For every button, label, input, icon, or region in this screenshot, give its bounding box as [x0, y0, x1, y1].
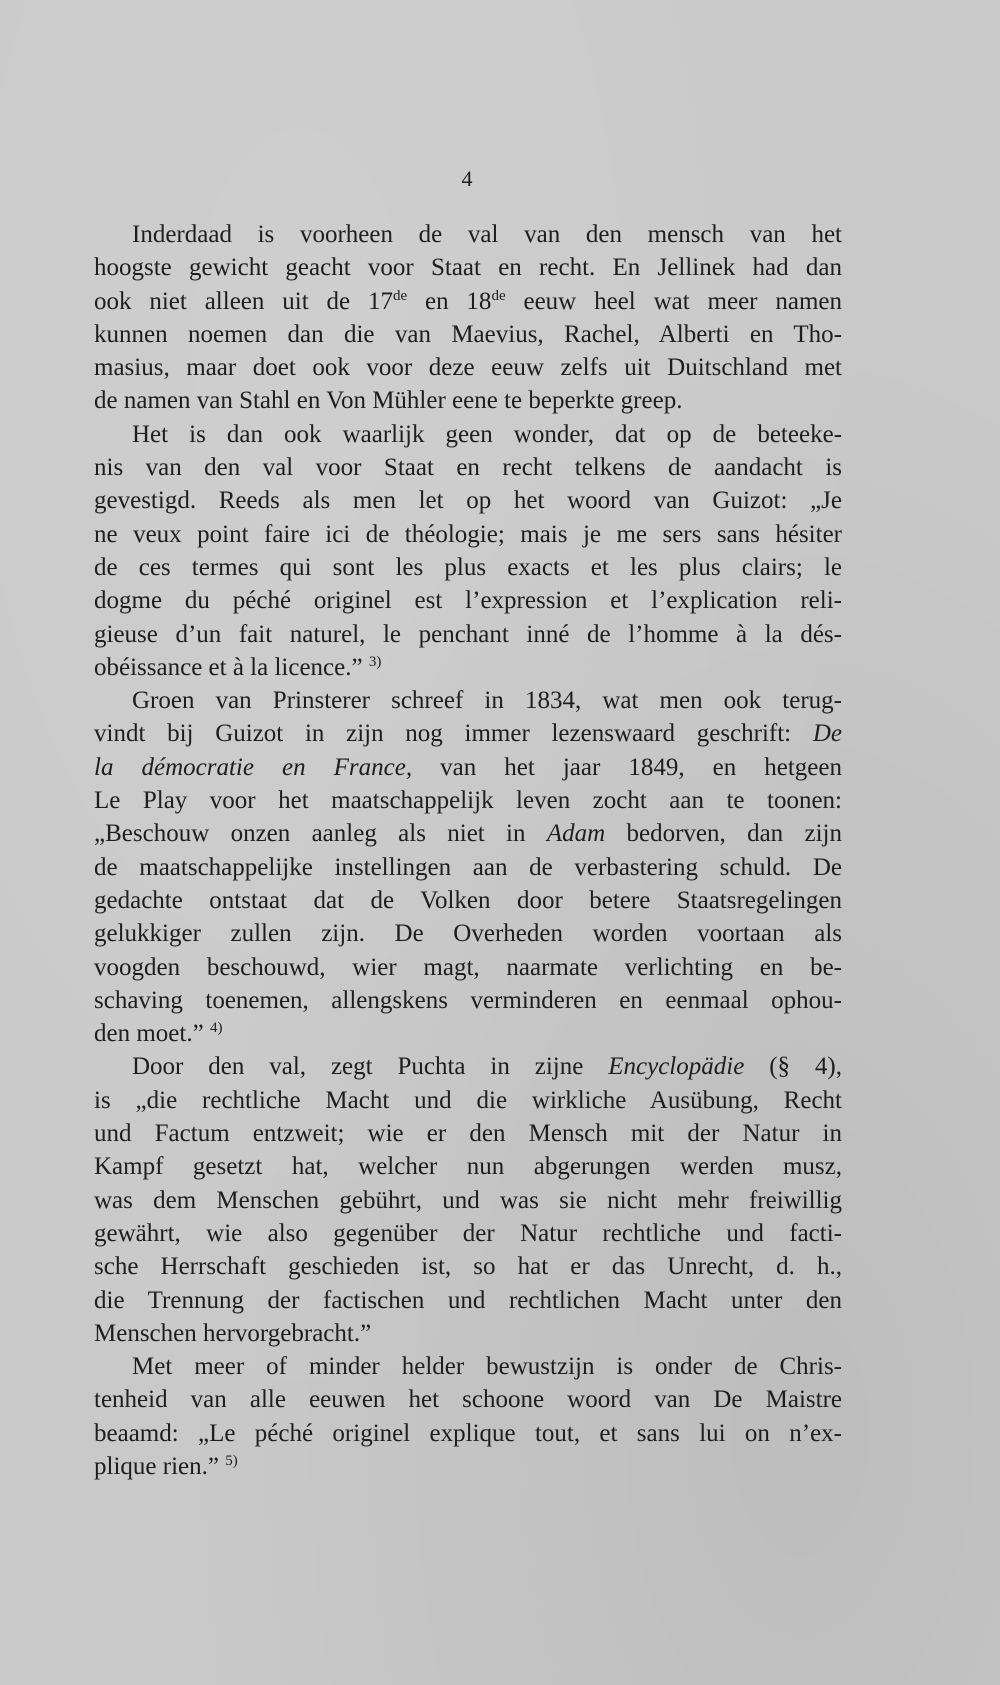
text-segment: die Trennung der factischen und rechtlichen Macht unter den [94, 1286, 842, 1314]
text-line [94, 1150, 842, 1183]
text-segment: Het is dan ook waarlijk geen wonder, dat op de beteeke- [132, 420, 842, 448]
text-line [94, 917, 842, 950]
text-segment: beaamd: „Le péché originel explique tout, et sans lui on n’ex- [94, 1419, 842, 1447]
text-segment: „Beschouw onzen aanleg als niet in [94, 820, 547, 848]
text-line [94, 351, 842, 384]
text-line [94, 518, 842, 551]
italic-text: Adam [546, 820, 606, 848]
text-line [94, 1250, 842, 1283]
text-line [94, 285, 842, 318]
text-line [94, 1350, 842, 1383]
text-segment: gevestigd. Reeds als men let op het woord van Guizot: „Je [94, 487, 842, 515]
text-segment: sche Herrschaft geschieden ist, so hat er das Unrecht, d. h., [94, 1253, 842, 1281]
text-segment: obéissance et à la licence.” [94, 653, 369, 681]
text-segment: Menschen hervorgebracht.” [94, 1319, 372, 1347]
text-line [94, 1383, 842, 1416]
text-segment: (§ 4), [744, 1053, 843, 1081]
text-segment: gelukkiger zullen zijn. De Overheden worden voortaan als [94, 920, 842, 948]
text-segment: Inderdaad is voorheen de val van den mensch van het [132, 221, 842, 248]
text-segment: kunnen noemen dan die van Maevius, Rachel, Alberti en Tho- [94, 320, 842, 348]
text-line [94, 984, 842, 1017]
text-segment: tenheid van alle eeuwen het schoone woord van De Maistre [94, 1386, 842, 1414]
text-segment: en 18 [407, 287, 492, 315]
text-line [94, 851, 842, 884]
text-line [94, 451, 842, 484]
text-segment: voogden beschouwd, wier magt, naarmate verlichting en be- [94, 953, 842, 981]
text-segment: den moet.” [94, 1020, 210, 1048]
text-segment: Le Play voor het maatschappelijk leven zocht aan te toonen: [94, 787, 842, 815]
text-line [94, 1417, 842, 1450]
text-line [94, 551, 842, 584]
text-segment: dogme du péché originel est l’expression et l’explication reli- [94, 587, 842, 615]
text-segment: Met meer of minder helder bewustzijn is onder de Chris- [132, 1353, 842, 1381]
text-segment: vindt bij Guizot in zijn nog immer lezenswaard geschrift: [94, 720, 813, 748]
text-line [94, 717, 842, 750]
text-segment: gieuse d’un fait naturel, le penchant inné de l’homme à la dés- [94, 620, 842, 648]
text-segment: van het jaar 1849, en hetgeen [412, 753, 842, 781]
text-line [94, 584, 842, 617]
text-line [94, 884, 842, 917]
text-line [94, 218, 842, 251]
text-segment: Door den val, zegt Puchta in zijne [132, 1053, 609, 1081]
text-line [94, 817, 842, 850]
text-segment: eeuw heel wat meer namen [505, 287, 842, 315]
text-segment: masius, maar doet ook voor deze eeuw zelfs uit Duitschland met [94, 354, 842, 382]
text-line [94, 384, 842, 417]
italic-text: De [812, 720, 842, 748]
text-line [94, 1050, 842, 1083]
text-line [94, 751, 842, 784]
text-line [94, 1450, 842, 1483]
text-line [94, 1017, 842, 1050]
text-line [94, 484, 842, 517]
text-segment: bedorven, dan zijn [605, 820, 842, 848]
text-segment: was dem Menschen gebührt, und was sie nicht mehr freiwillig [94, 1186, 842, 1214]
text-segment: Groen van Prinsterer schreef in 1834, wat men ook terug- [132, 687, 842, 715]
superscript: 5) [225, 1452, 238, 1469]
text-line [94, 418, 842, 451]
text-line [94, 951, 842, 984]
text-segment: schaving toenemen, allengskens verminderen en eenmaal ophou- [94, 986, 842, 1014]
text-segment: und Factum entzweit; wie er den Mensch mit der Natur in [94, 1120, 842, 1148]
text-line [94, 1217, 842, 1250]
text-line [94, 784, 842, 817]
text-line [94, 1184, 842, 1217]
text-line [94, 651, 842, 684]
superscript: de [392, 287, 408, 304]
superscript: de [491, 287, 506, 304]
text-segment: gedachte ontstaat dat de Volken door betere Staatsregelingen [94, 886, 842, 914]
page-number: 4 [461, 166, 473, 191]
superscript: 3) [368, 653, 382, 670]
text-line [94, 1284, 842, 1317]
text-segment: ook niet alleen uit de 17 [94, 287, 393, 315]
text-segment: gewährt, wie also gegenüber der Natur rechtliche und facti- [94, 1219, 842, 1247]
text-segment: hoogste gewicht geacht voor Staat en recht. En Jellinek had dan [94, 254, 842, 282]
text-segment: ne veux point faire ici de théologie; mais je me sers sans hésiter [94, 520, 842, 548]
text-segment: nis van den val voor Staat en recht telkens de aandacht is [94, 454, 842, 482]
text-line [94, 618, 842, 651]
text-line [94, 1084, 842, 1117]
text-segment: de namen van Stahl en Von Mühler eene te beperkte greep. [94, 387, 683, 415]
text-line [94, 251, 842, 284]
text-segment: plique rien.” [94, 1452, 226, 1480]
text-line [94, 1117, 842, 1150]
italic-text: Encyclopädie [608, 1053, 745, 1081]
text-segment: de maatschappelijke instellingen aan de verbastering schuld. De [94, 853, 842, 881]
superscript: 4) [209, 1020, 223, 1037]
text-line [94, 1317, 842, 1350]
text-segment: Kampf gesetzt hat, welcher nun abgerungen werden musz, [94, 1153, 842, 1181]
text-segment: is „die rechtliche Macht und die wirkliche Ausübung, Recht [94, 1086, 842, 1114]
body-text [94, 218, 842, 1483]
italic-text: la démocratie en France, [94, 753, 413, 781]
text-line [94, 684, 842, 717]
text-segment: de ces termes qui sont les plus exacts et les plus clairs; le [94, 553, 842, 581]
text-line [94, 318, 842, 351]
